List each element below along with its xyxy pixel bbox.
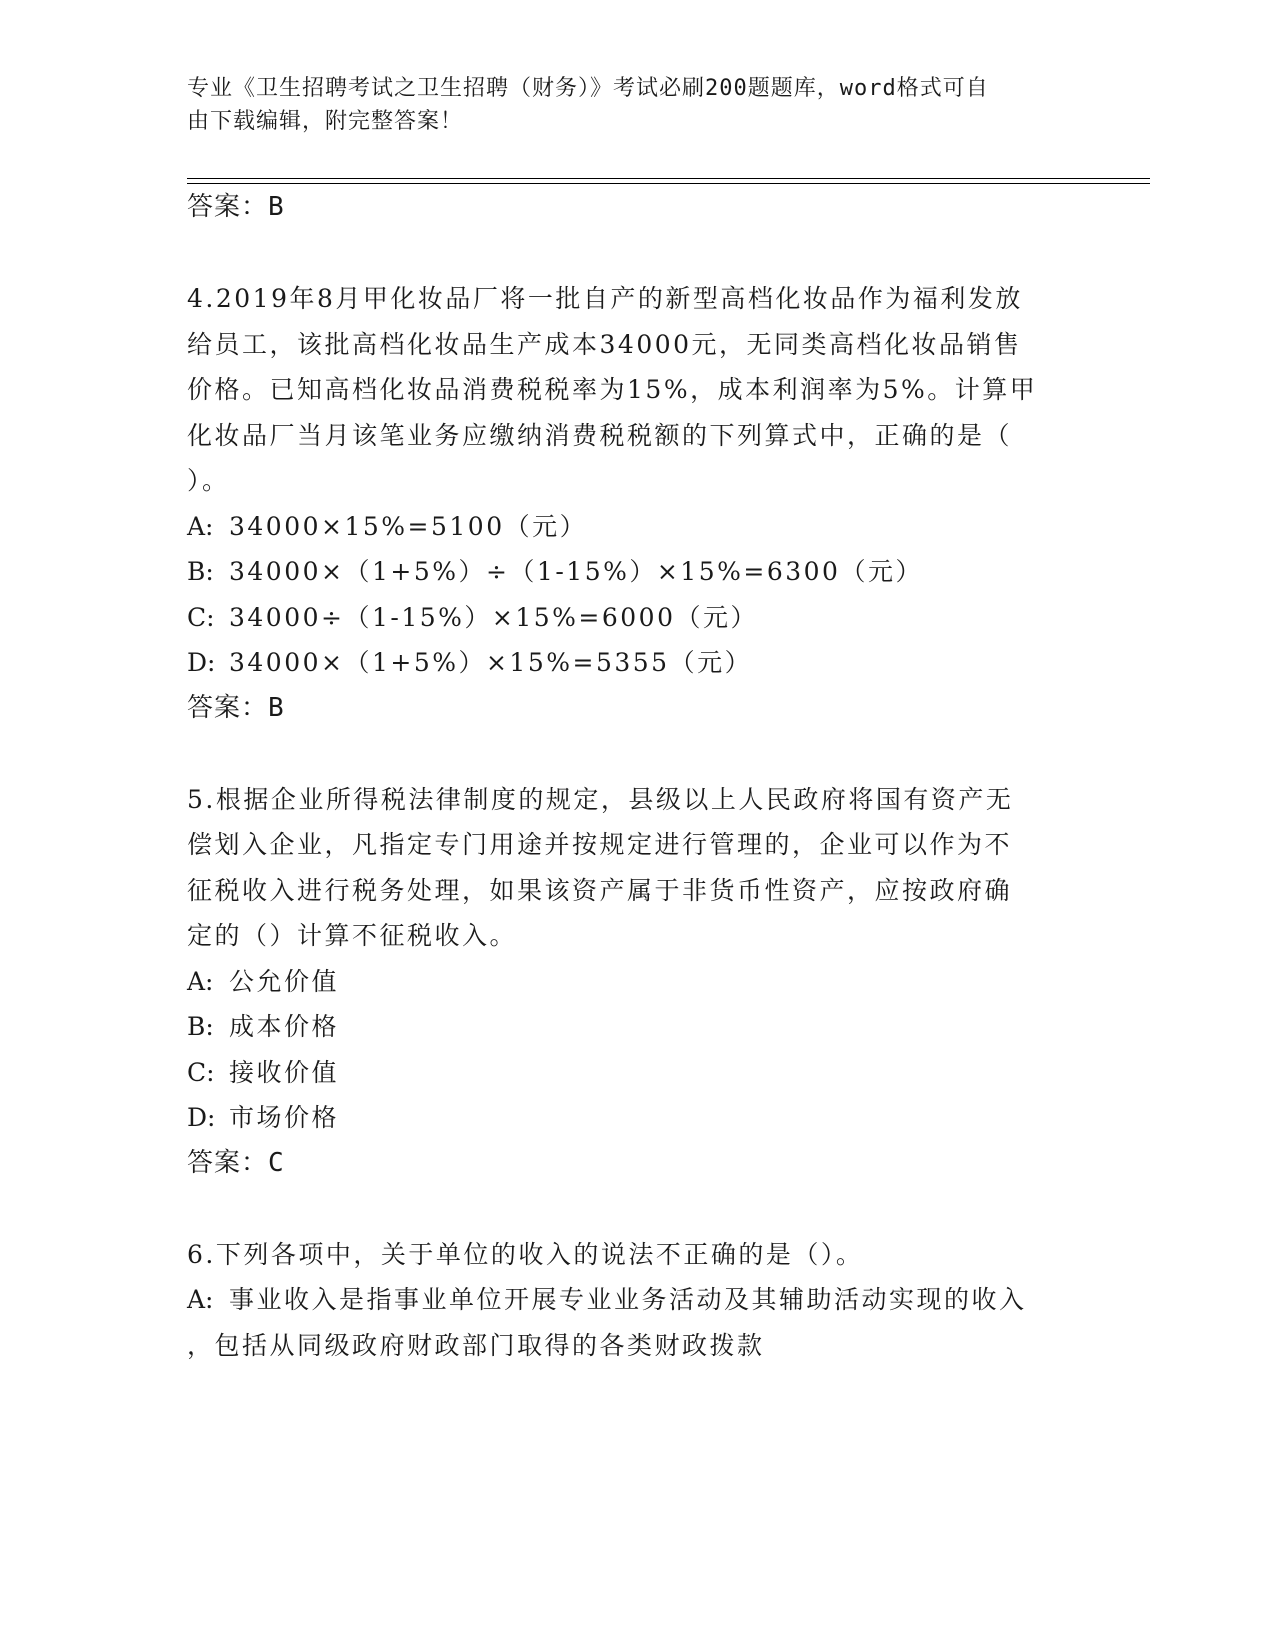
option-text: 34000×（1+5%）×15%=5355（元） [229, 648, 753, 677]
option-label: B: [187, 1012, 214, 1041]
question-line: 定的（）计算不征税收入。 [187, 921, 518, 950]
question-line: 6.下列各项中，关于单位的收入的说法不正确的是（）。 [187, 1239, 864, 1269]
option-label: A: [187, 966, 214, 996]
option-text: 接收价值 [229, 1057, 340, 1087]
question-line: ）。 [187, 466, 230, 495]
question-line: 偿划入企业，凡指定专门用途并按规定进行管理的，企业可以作为不 [187, 830, 1013, 859]
question-line: 4.2019年8月甲化妆品厂将一批自产的新型高档化妆品作为福利发放 [187, 284, 1023, 313]
answer-line: 答案：C [187, 1147, 285, 1178]
question-line: 5.根据企业所得税法律制度的规定，县级以上人民政府将国有资产无 [187, 784, 1014, 814]
option-row [187, 595, 1087, 641]
option-label: D: [187, 1103, 216, 1132]
option-label: A: [187, 511, 214, 541]
option-row [187, 640, 1087, 686]
option-text: 公允价值 [229, 966, 340, 996]
option-text: 事业收入是指事业单位开展专业业务活动及其辅助活动实现的收入 [229, 1285, 1027, 1314]
option-text: 成本价格 [229, 1012, 340, 1041]
option-row [187, 1277, 1087, 1323]
option-row [187, 1095, 1087, 1141]
option-text: 34000×（1+5%）÷（1-15%）×15%=6300（元） [229, 557, 923, 586]
document-body [187, 185, 1087, 1368]
question-line: 化妆品厂当月该笔业务应缴纳消费税税额的下列算式中，正确的是（ [187, 420, 1013, 450]
header-line-2: 由下载编辑，附完整答案！ [187, 109, 464, 134]
option-label: C: [187, 602, 215, 632]
option-text: 市场价格 [229, 1103, 340, 1132]
option-row [187, 504, 1087, 550]
option-label: B: [187, 557, 214, 586]
option-label: A: [187, 1285, 214, 1314]
answer-line: 答案：B [187, 692, 285, 723]
question-line: 征税收入进行税务处理，如果该资产属于非货币性资产，应按政府确 [187, 875, 1013, 905]
option-continuation: ，包括从同级政府财政部门取得的各类财政拨款 [187, 1330, 765, 1360]
header-line-1: 专业《卫生招聘考试之卫生招聘（财务）》考试必刷200题题库，word格式可自 [187, 76, 989, 101]
header-rule-top [187, 178, 1150, 179]
option-label: C: [187, 1057, 215, 1087]
option-row [187, 549, 1087, 595]
question-line: 价格。已知高档化妆品消费税税率为15%，成本利润率为5%。计算甲 [187, 375, 1038, 404]
block-gap [187, 731, 1087, 777]
document-header [187, 72, 1067, 138]
question-line: 给员工，该批高档化妆品生产成本34000元，无同类高档化妆品销售 [187, 329, 1022, 359]
option-row [187, 1050, 1087, 1096]
option-text: 34000×15%=5100（元） [229, 511, 588, 541]
option-row [187, 959, 1087, 1005]
option-label: D: [187, 648, 216, 677]
header-rule-bottom [187, 183, 1150, 184]
option-text: 34000÷（1-15%）×15%=6000（元） [229, 602, 758, 632]
block-gap [187, 231, 1087, 277]
option-row [187, 1004, 1087, 1050]
answer-line: 答案：B [187, 192, 285, 222]
block-gap [187, 1186, 1087, 1232]
